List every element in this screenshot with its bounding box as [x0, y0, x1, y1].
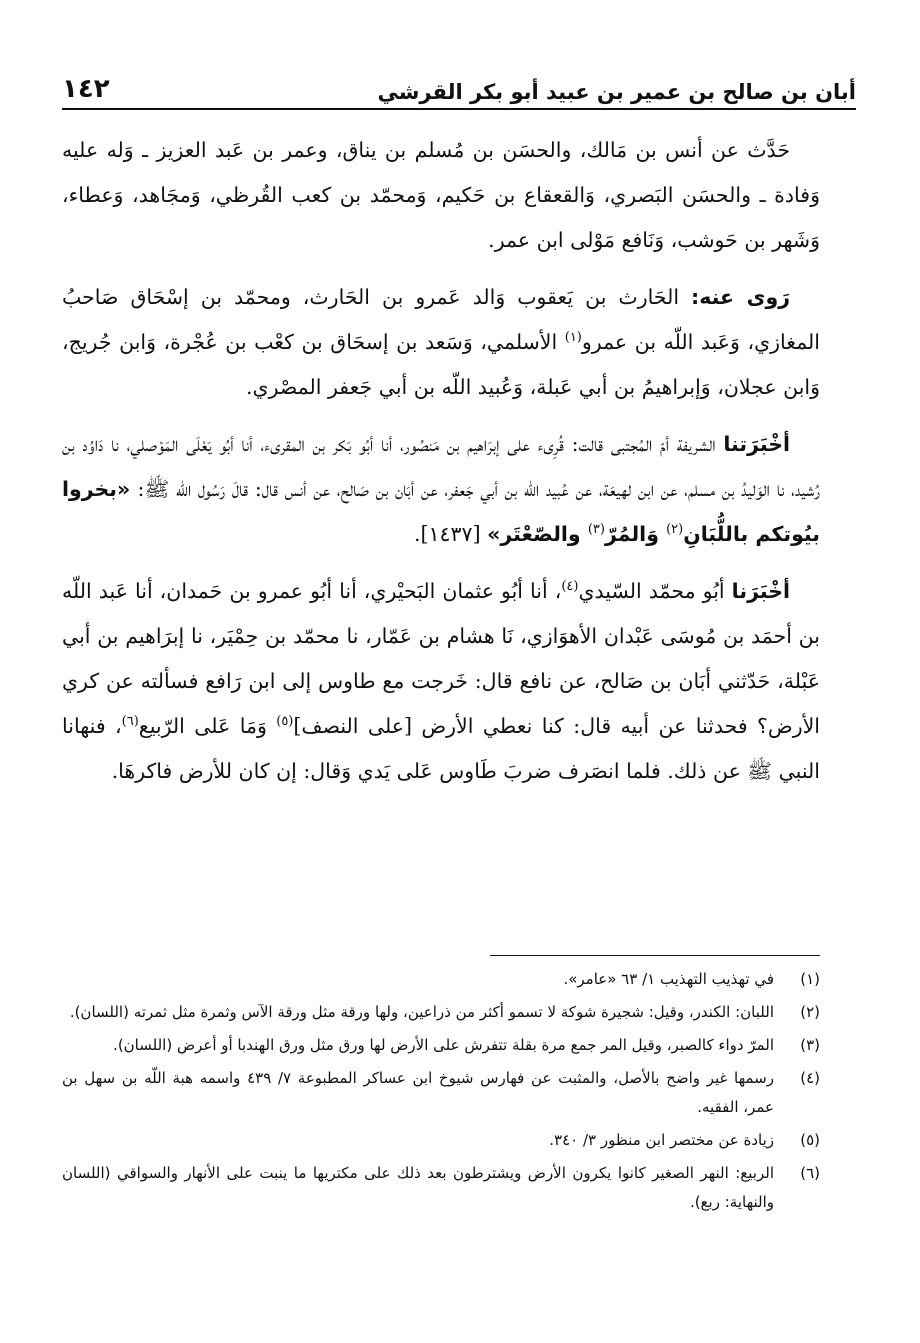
- page-header: [62, 58, 856, 110]
- paragraph-text: أبُو محمّد السّيدي: [578, 579, 732, 603]
- footnote-number: (٦): [800, 1164, 820, 1182]
- footnote-item: [62, 1031, 820, 1060]
- footnote-text: في تهذيب التهذيب ١/ ٦٣ «عامر».: [563, 970, 774, 988]
- hadith-text: والصّعْتَر»: [487, 522, 588, 546]
- footnote-marker: (١): [564, 330, 582, 346]
- page-number: ١٤٢: [62, 74, 110, 104]
- footnote-number: (٣): [800, 1036, 820, 1054]
- footnote-marker: (٣): [587, 522, 605, 538]
- paragraph-text: الشريفة أمّ المُجتبى قالت: قُرِىء على إبرَاهيم بن مَنصُور، أنا أبُو بَكر بن المقرىء، أنا أبُو يَعْلَى المَوْصلي، نا دَاوُد بن رُشيد، نا الوَليدُ بن مسلم، عن ابن لهيعَة، عن عُبيد اللّه بن أبي جَعفر، عن أبَان بن صَالح، عن أنس قال: قالَ رَسُول الله ﷺ:: [62, 432, 820, 501]
- footnote-text: اللبان: الكندر، وقيل: شجيرة شوكة لا تسمو أكثر من ذراعين، ولها ورقة مثل ورقة الآس وثمرة مثل ثمرته (اللسان).: [69, 1003, 774, 1021]
- paragraph-text: وَمَا عَلى الرّبيع: [138, 714, 277, 738]
- footnote-marker: (٤): [561, 579, 579, 595]
- footnote-item: [62, 1064, 820, 1122]
- paragraph-teachers: حَدَّث عن أنس بن مَالك، والحسَن بن مُسلم بن يناق، وعمر بن عَبد العزيز ـ وَله عليه وَفادة ـ والحسَن البَصري، وَالقعقاع بن حَكيم، وَمحمّد بن كعب القُرظي، وَمجَاهد، وَعطاء، وَشَهر بن حَوشب، وَنَافع مَوْلى ابن عمر.: [62, 138, 820, 252]
- hadith-text: «بخروا بيُوتكم باللُّبَانِ: [62, 477, 820, 546]
- footnote-marker: (٢): [666, 522, 684, 538]
- footnote-text: رسمها غير واضح بالأصل، والمثبت عن فهارس شيوخ ابن عساكر المطبوعة ٧/ ٤٣٩ واسمه هبة اللّه بن سهل بن عمر، الفقيه.: [62, 1069, 774, 1116]
- footnote-marker: (٥): [276, 714, 294, 730]
- paragraph-text: ، فنهانا النبي ﷺ عن ذلك. فلما انصَرف ضربَ طَاوس عَلى يَدي وَقال: إن كان للأرض فاكرهَا.: [62, 714, 820, 783]
- footnote-text: الربيع: النهر الصغير كانوا يكرون الأرض ويشترطون بعد ذلك على مكتريها ما ينبت على الأنهار والسواقي (اللسان والنهاية: ربع).: [62, 1164, 774, 1211]
- paragraph-text: الأسلمي، وَسَعد بن إسحَاق بن كعْب بن عُجْرة، وَابن جُريج، وَابن عجلان، وَإبراهيمُ بن أبي عَبلة، وَعُبيد اللّه بن أبي جَعفر المصْري.: [62, 330, 820, 399]
- footnote-text: المرّ دواء كالصبر، وقيل المر جمع مرة بقلة تتفرش على الأرض لها ورق مثل ورق الهندبا أو أعرض (اللسان).: [113, 1036, 774, 1054]
- footnotes: [62, 965, 820, 1221]
- paragraph-lead: رَوى عنه:: [691, 285, 790, 309]
- footnote-marker: (٦): [121, 714, 139, 730]
- footnote-number: (٢): [800, 1003, 820, 1021]
- hadith-text: وَالمُرّ: [604, 522, 667, 546]
- paragraph-lead: أخْبَرَتنا: [723, 432, 790, 456]
- footnote-item: [62, 965, 820, 994]
- paragraph-text: الحَارث بن يَعقوب وَالد عَمرو بن الحَارث، ومحمّد بن إسْحَاق صَاحبُ المغازي، وَعَبد اللّه بن عمرو: [62, 285, 820, 354]
- footnote-item: [62, 998, 820, 1027]
- footnote-number: (٥): [800, 1131, 820, 1149]
- paragraph-lead: أخْبَرَنا: [731, 579, 790, 603]
- paragraph-text: ، أنا أبُو عثمان البَحيْري، أنا أبُو عمرو بن حَمدان، أنا عَبد اللّه بن أحمَد بن مُوسَى عَبْدان الأهوَازي، نَا هشام بن عَمّار، نا محمّد بن حِمْيَر، نا إبرَاهيم بن أبي عَبْلة، حَدّثني أبَان بن صَالح، عن نافع قال: خَرجت مع طاوس إلى ابن رَافع فسألته عن كري الأرض؟ فحدثنا عن أبيه قال: كنا نعطي الأرض [على النصف]: [62, 579, 820, 738]
- footnote-item: [62, 1159, 820, 1217]
- main-text: [62, 128, 820, 806]
- footnote-text: زيادة عن مختصر ابن منظور ٣/ ٣٤٠.: [549, 1131, 774, 1149]
- hadith-reference: [١٤٣٧].: [414, 522, 488, 546]
- footnote-divider: [490, 955, 820, 956]
- footnote-number: (٤): [800, 1069, 820, 1087]
- footnote-item: [62, 1126, 820, 1155]
- paragraph-hadith-1: [62, 422, 820, 557]
- paragraph-hadith-2: [62, 569, 820, 794]
- paragraph-students: [62, 275, 820, 410]
- footnote-number: (١): [800, 970, 820, 988]
- running-title: أبان بن صالح بن عمير بن عبيد أبو بكر القرشي: [377, 80, 856, 104]
